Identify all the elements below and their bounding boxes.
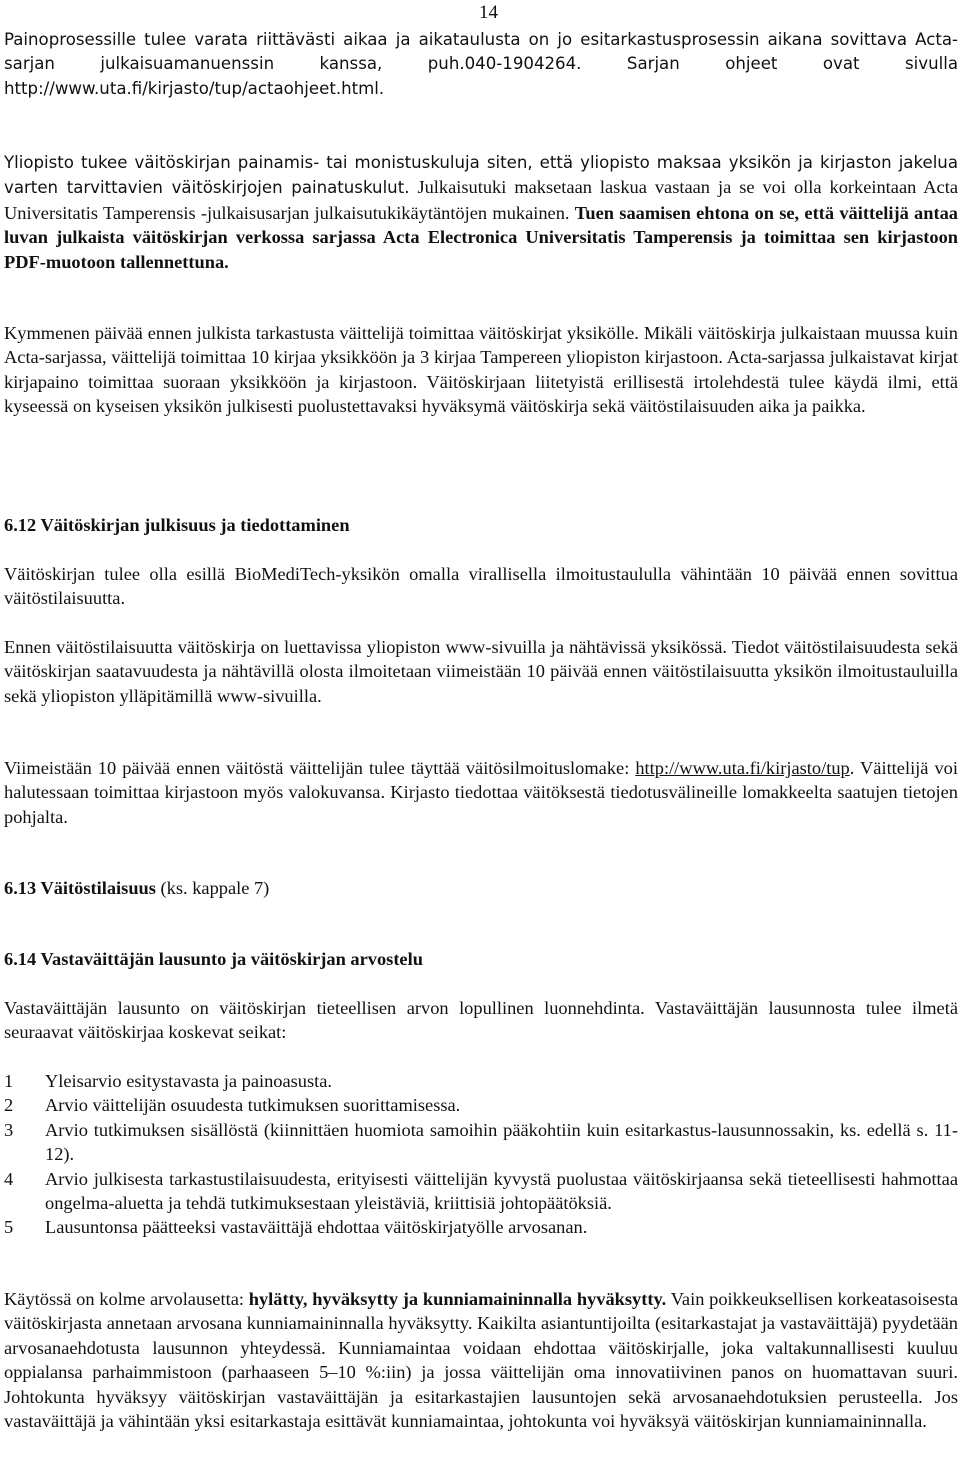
list-item-text: Arvio tutkimuksen sisällöstä (kiinnittäen huomiota samoihin pääkohtiin kuin esitarkastus-lausunnossakin, ks. edellä s. 11-12). [45, 1119, 958, 1165]
statement-intro-paragraph: Vastaväittäjän lausunto on väitöskirjan tieteellisen arvon lopullinen luonnehdinta. Vastaväittäjän lausunnosta tulee ilmetä seuraavat väitöskirjaa koskevat seikat: [4, 998, 958, 1043]
delivery-paragraph: Kymmenen päivää ennen julkista tarkastusta väittelijä toimittaa väitöskirjat yksikölle. Mikäli väitöskirja julkaistaan muussa kuin Acta-sarjassa, väittelijä toimittaa 10 kirjaa yksikköön ja 3 kirjaa Tampereen yliopiston kirjastoon. Acta-sarjassa julkaistavat kirjat kirjapaino toimittaa suoraan yksikköön ja kirjastoon. Väitöskirjaan liitetyistä erillisestä irtolehdestä tulee käydä ilmi, että kyseessä on kyseisen yksikön julkisesti puolustettavaksi hyväksymä väitöskirja sekä väitöstilaisuuden aika ja paikka. [4, 323, 958, 417]
list-item [4, 1167, 958, 1216]
publicity-paragraph-2: Ennen väitöstilaisuutta väitöskirja on luettavissa yliopiston www-sivuilla ja nähtävissä yksikössä. Tiedot väitöstilaisuudesta sekä väitöskirjan saatavuudesta ja nähtävillä olosta ilmoitetaan viimeistään 10 päivää ennen väitöstilaisuutta yksikön ilmoitustauluilla sekä yliopiston ylläpitämillä www-sivuilla. [4, 637, 958, 706]
support-sans-text: Yliopisto tukee väitöskirjan painamis- tai monistuskuluja siten, että yliopisto maksaa yksikön ja kirjaston jakelua varten tarvittavien väitöskirjojen painatuskulut. [4, 153, 958, 198]
statement-criteria-list [4, 1069, 958, 1240]
section-6-12-title: Väitöskirjan julkisuus ja tiedottaminen [36, 515, 350, 535]
support-bold-text: Tuen saamisen ehtona on se, että väittelijä antaa luvan julkaista väitöskirjan verkossa sarjassa Acta Electronica Universitatis Tamperensis ja toimittaa sen kirjastoon PDF-muotoon tallennettuna. [4, 202, 958, 272]
section-6-12-heading [4, 513, 350, 537]
library-form-link[interactable]: http://www.uta.fi/kirjasto/tup [635, 758, 850, 778]
list-item [4, 1069, 958, 1093]
list-item-number: 4 [4, 1168, 14, 1189]
section-6-13-heading [4, 876, 269, 900]
section-6-14-title: Vastaväittäjän lausunto ja väitöskirjan arvostelu [36, 949, 423, 969]
grading-text-before: Käytössä on kolme arvolausetta: [4, 1289, 249, 1309]
section-6-13-number: 6.13 [4, 878, 37, 898]
list-item [4, 1215, 958, 1239]
list-item-text: Arvio julkisesta tarkastustilaisuudesta, erityisesti väittelijän kyvystä puolustaa väitöskirjaansa sekä tieteellisesti hahmottaa ongelma-aluetta ja tehdä tutkimuksestaan yleistäviä, kriittisiä johtopäätöksiä. [45, 1168, 958, 1214]
list-item-number: 5 [4, 1217, 14, 1238]
form-text-before: Viimeistään 10 päivää ennen väitöstä väittelijän tulee täyttää väitösilmoituslomake: [4, 758, 636, 778]
section-6-13-suffix: (ks. kappale 7) [155, 878, 270, 898]
page-number: 14 [479, 2, 498, 23]
form-text-after: . Väittelijä voi halutessaan toimittaa kirjastoon myös valokuvansa. Kirjasto tiedottaa väitöksestä tiedotusvälineille lomakkeelta saatujen tietojen pohjalta. [4, 758, 958, 827]
list-item-number: 3 [4, 1119, 14, 1140]
publicity-paragraph-3 [4, 756, 958, 829]
list-item-text: Yleisarvio esitystavasta ja painoasusta. [45, 1071, 333, 1091]
list-item-text: Arvio väittelijän osuudesta tutkimuksen suorittamisessa. [45, 1095, 461, 1116]
list-item [4, 1093, 958, 1117]
grading-paragraph [4, 1287, 958, 1433]
support-paragraph [4, 150, 958, 274]
list-item [4, 1118, 958, 1167]
section-6-13-title: Väitöstilaisuus [36, 878, 156, 898]
support-serif-text: Julkaisutuki maksetaan laskua vastaan ja se voi olla korkeintaan Acta Universitatis Tamperensis -julkaisusarjan julkaisutukikäytäntöjen mukainen. [4, 177, 958, 223]
publicity-paragraph-1: Väitöskirjan tulee olla esillä BioMediTech-yksikön omalla virallisella ilmoitustaululla vähintään 10 päivää ennen sovittua väitöstilaisuutta. [4, 564, 958, 609]
list-item-number: 2 [4, 1095, 14, 1116]
grading-levels: hylätty, hyväksytty ja kunniamaininnalla hyväksytty. [248, 1289, 667, 1309]
list-item-text: Lausuntonsa päätteeksi vastaväittäjä ehdottaa väitöskirjatyölle arvosanan. [45, 1217, 588, 1238]
grading-text-after: Vain poikkeuksellisen korkeatasoisesta väitöskirjasta annetaan arvosana kunniamaininnalla hyväksytty. Kaikilta asiantuntijoilta (esitarkastajat ja vastaväittäjä) pyydetään arvosanaehdotusta lausunnon yhteydessä. Kunniamaintaa voidaan ehdottaa väitöskirjalle, joka valtakunnallisesti kuuluu oppialansa parhaimmistoon (parhaaseen 5–10 %:iin) ja jossa väittelijän oma innovatiivinen panos on huomattavan suuri. Johtokunta hyväksyy väitöskirjan vastaväittäjän ja esitarkastajien lausuntojen sekä arvosanaehdotuksien perusteella. Jos vastaväittäjä ja vähintään yksi esitarkastaja esittävät kunniamaintaa, johtokunta voi hyväksyä väitöskirjan kunniamaininnalla. [4, 1289, 959, 1432]
section-6-14-number: 6.14 [4, 949, 37, 969]
section-6-14-heading [4, 947, 423, 971]
section-6-12-number: 6.12 [4, 515, 37, 535]
intro-paragraph: Painoprosessille tulee varata riittävästi aikaa ja aikataulusta on jo esitarkastusprosessin aikana sovittava Acta-sarjan julkaisuamanuenssin kanssa, puh.040-1904264. Sarjan ohjeet ovat sivulla http://www.uta.fi/kirjasto/tup/actaohjeet.html. [4, 30, 958, 98]
list-item-number: 1 [4, 1071, 14, 1091]
